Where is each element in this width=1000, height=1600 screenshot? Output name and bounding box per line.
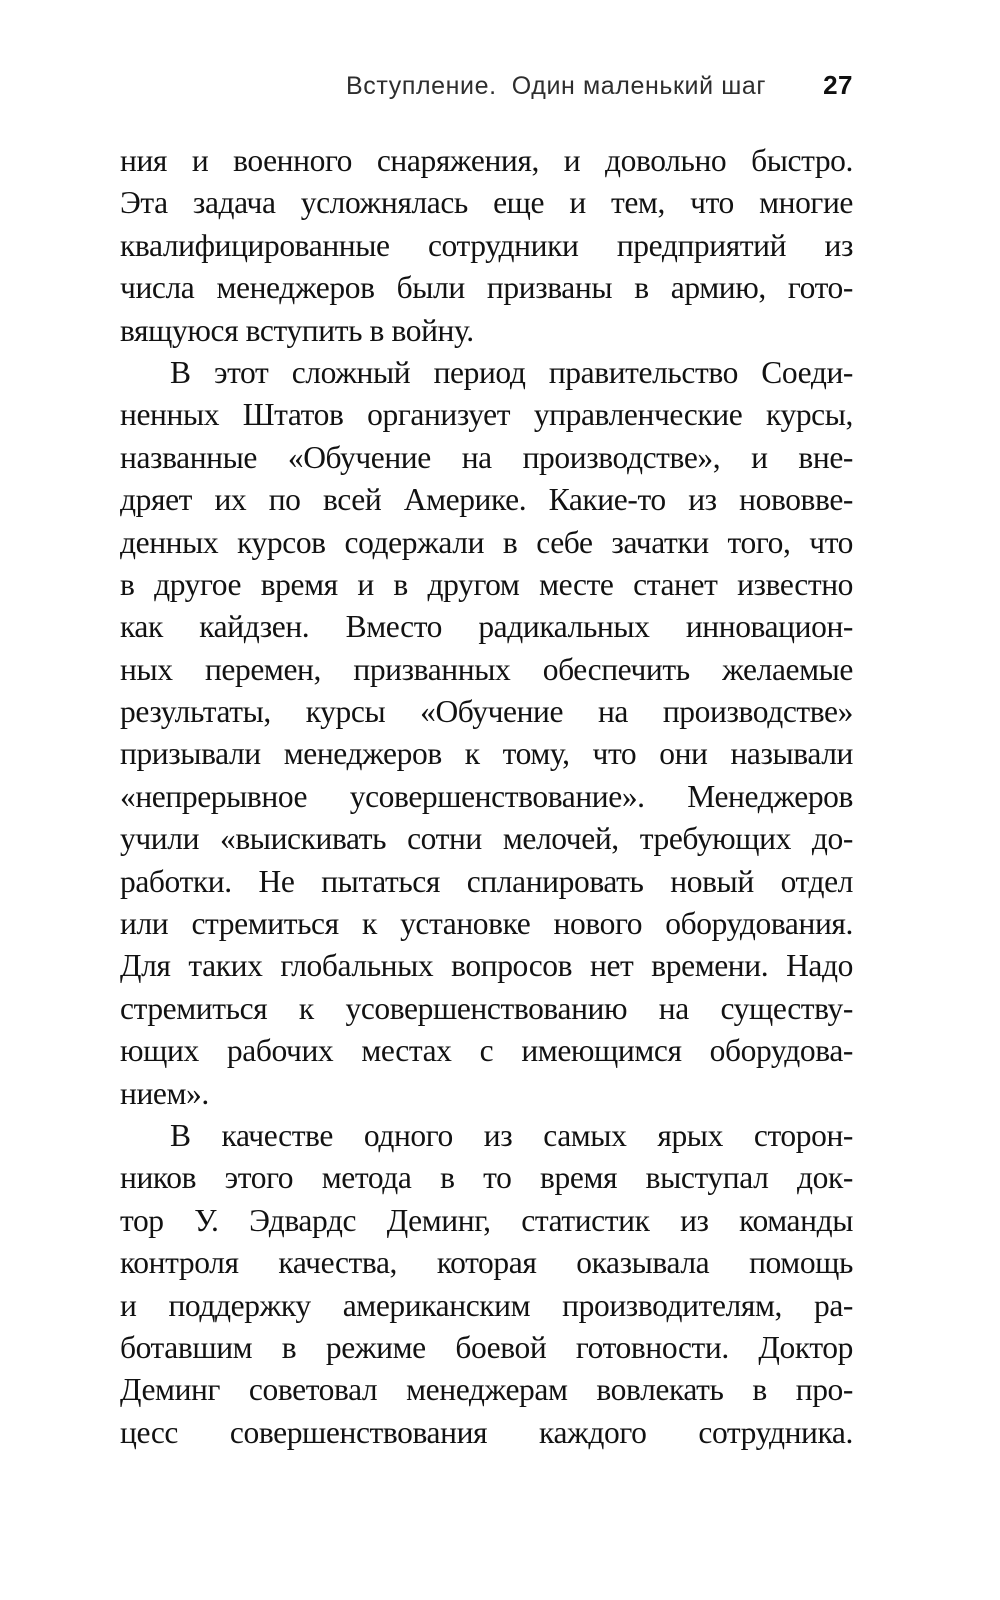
- text-line: в другое время и в другом месте станет известно: [120, 566, 853, 602]
- text-line: цесс совершенствования каждого сотрудника.: [120, 1414, 853, 1450]
- text-line: призывали менеджеров к тому, что они называли: [120, 736, 853, 772]
- text-line: тор У. Эдвардс Деминг, статистик из команды: [120, 1202, 853, 1238]
- text-line: «непрерывное усовершенствование». Менеджеров: [120, 778, 853, 814]
- text-line: ненных Штатов организует управленческие курсы,: [120, 397, 853, 433]
- text-line: ботавшим в режиме боевой готовности. Доктор: [120, 1329, 853, 1365]
- text-line: денных курсов содержали в себе зачатки того, что: [120, 524, 853, 560]
- text-line: вящуюся вступить в войну.: [120, 312, 474, 348]
- text-line: дряет их по всей Америке. Какие-то из нововве-: [120, 482, 853, 518]
- text-line: В этот сложный период правительство Соеди-: [170, 354, 853, 390]
- text-line: стремиться к усовершенствованию на существу-: [120, 990, 853, 1026]
- text-line: В качестве одного из самых ярых сторон-: [170, 1117, 853, 1153]
- text-line: результаты, курсы «Обучение на производстве»: [120, 694, 853, 730]
- text-line: учили «выискивать сотни мелочей, требующих до-: [120, 821, 853, 857]
- text-line: и поддержку американским производителям, ра-: [120, 1287, 853, 1323]
- page-number: 27: [823, 70, 853, 100]
- running-head: [120, 70, 853, 101]
- text-line: или стремиться к установке нового оборудования.: [120, 906, 853, 942]
- text-line: ников этого метода в то время выступал док-: [120, 1160, 853, 1196]
- text-line: контроля качества, которая оказывала помощь: [120, 1245, 853, 1281]
- text-line: числа менеджеров были призваны в армию, гото-: [120, 270, 853, 306]
- text-line: ных перемен, призванных обеспечить желаемые: [120, 651, 853, 687]
- text-line: Эта задача усложнялась еще и тем, что многие: [120, 185, 853, 221]
- text-line: нием».: [120, 1075, 209, 1111]
- text-line: Деминг советовал менеджерам вовлекать в про-: [120, 1372, 853, 1408]
- text-line: квалифицированные сотрудники предприятий из: [120, 227, 853, 263]
- chapter-title: Вступление. Один маленький шаг: [346, 72, 767, 100]
- text-line: Для таких глобальных вопросов нет времени. Надо: [120, 948, 853, 984]
- body-text: [120, 140, 853, 1454]
- text-line: работки. Не пытаться спланировать новый отдел: [120, 863, 853, 899]
- text-line: названные «Обучение на производстве», и вне-: [120, 439, 853, 475]
- text-line: ния и военного снаряжения, и довольно быстро.: [120, 143, 853, 178]
- text-line: ющих рабочих местах с имеющимся оборудова-: [120, 1033, 853, 1069]
- text-line: как кайдзен. Вместо радикальных инновацион-: [120, 609, 853, 645]
